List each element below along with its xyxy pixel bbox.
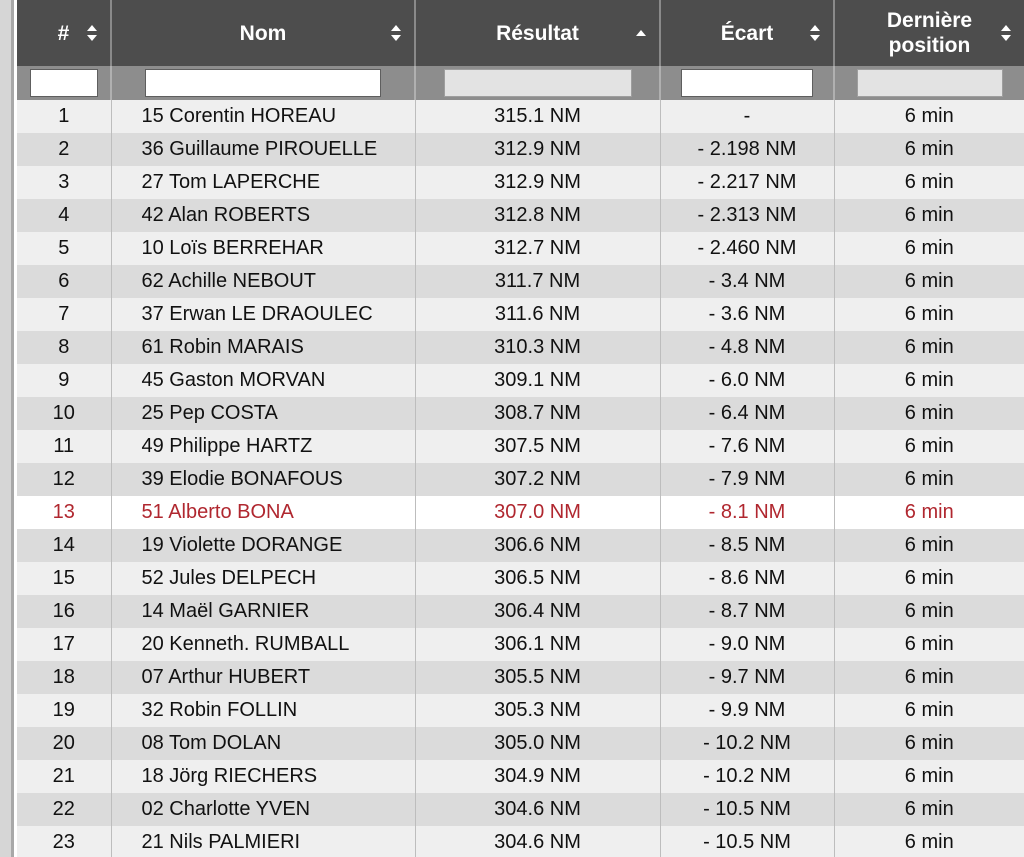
gap-cell: - 10.2 NM bbox=[660, 727, 834, 760]
result-cell: 305.3 NM bbox=[415, 694, 660, 727]
rank-cell: 5 bbox=[17, 232, 111, 265]
rank-cell: 17 bbox=[17, 628, 111, 661]
table-row[interactable] bbox=[17, 364, 1024, 397]
name-cell: 51 Alberto BONA bbox=[111, 496, 415, 529]
filter-row bbox=[17, 66, 1024, 100]
column-header-label: # bbox=[57, 21, 70, 45]
result-cell: 312.7 NM bbox=[415, 232, 660, 265]
rank-cell: 16 bbox=[17, 595, 111, 628]
table-row[interactable] bbox=[17, 661, 1024, 694]
name-cell: 18 Jörg RIECHERS bbox=[111, 760, 415, 793]
column-header-derniere-position[interactable] bbox=[834, 0, 1024, 66]
gap-cell: - 8.1 NM bbox=[660, 496, 834, 529]
last-position-cell: 6 min bbox=[834, 199, 1024, 232]
name-cell: 08 Tom DOLAN bbox=[111, 727, 415, 760]
rank-cell: 15 bbox=[17, 562, 111, 595]
last-position-cell: 6 min bbox=[834, 661, 1024, 694]
gap-cell: - 4.8 NM bbox=[660, 331, 834, 364]
table-row[interactable] bbox=[17, 298, 1024, 331]
table-header-row bbox=[17, 0, 1024, 66]
rank-cell: 21 bbox=[17, 760, 111, 793]
last-position-cell: 6 min bbox=[834, 727, 1024, 760]
name-cell: 02 Charlotte YVEN bbox=[111, 793, 415, 826]
gap-cell: - 6.4 NM bbox=[660, 397, 834, 430]
sort-ascending-icon[interactable] bbox=[635, 24, 647, 42]
gap-cell: - 3.4 NM bbox=[660, 265, 834, 298]
last-position-cell: 6 min bbox=[834, 430, 1024, 463]
table-row[interactable] bbox=[17, 166, 1024, 199]
result-cell: 308.7 NM bbox=[415, 397, 660, 430]
rank-cell: 2 bbox=[17, 133, 111, 166]
name-cell: 37 Erwan LE DRAOULEC bbox=[111, 298, 415, 331]
result-cell: 305.5 NM bbox=[415, 661, 660, 694]
gap-cell: - 9.7 NM bbox=[660, 661, 834, 694]
rank-cell: 8 bbox=[17, 331, 111, 364]
result-cell: 306.5 NM bbox=[415, 562, 660, 595]
rank-cell: 3 bbox=[17, 166, 111, 199]
table-row[interactable] bbox=[17, 463, 1024, 496]
gap-cell: - 10.5 NM bbox=[660, 826, 834, 857]
name-cell: 10 Loïs BERREHAR bbox=[111, 232, 415, 265]
last-position-cell: 6 min bbox=[834, 694, 1024, 727]
gap-cell: - 2.217 NM bbox=[660, 166, 834, 199]
ranking-table bbox=[17, 0, 1024, 857]
name-cell: 49 Philippe HARTZ bbox=[111, 430, 415, 463]
gap-cell: - bbox=[660, 100, 834, 133]
filter-cell bbox=[660, 66, 834, 100]
result-cell: 307.2 NM bbox=[415, 463, 660, 496]
table-row[interactable] bbox=[17, 595, 1024, 628]
rank-cell: 20 bbox=[17, 727, 111, 760]
table-row[interactable] bbox=[17, 727, 1024, 760]
gap-filter-input[interactable] bbox=[681, 69, 813, 97]
table-row[interactable] bbox=[17, 397, 1024, 430]
column-header-resultat[interactable] bbox=[415, 0, 660, 66]
name-cell: 32 Robin FOLLIN bbox=[111, 694, 415, 727]
result-cell: 309.1 NM bbox=[415, 364, 660, 397]
result-cell: 310.3 NM bbox=[415, 331, 660, 364]
rank-cell: 23 bbox=[17, 826, 111, 857]
column-header-label: Dernière position bbox=[886, 9, 973, 57]
left-scroll-strip bbox=[0, 0, 14, 857]
last-position-cell: 6 min bbox=[834, 628, 1024, 661]
gap-cell: - 7.6 NM bbox=[660, 430, 834, 463]
name-cell: 61 Robin MARAIS bbox=[111, 331, 415, 364]
result-cell: 312.8 NM bbox=[415, 199, 660, 232]
last-position-cell: 6 min bbox=[834, 232, 1024, 265]
sort-both-icon[interactable] bbox=[809, 24, 821, 42]
result-cell: 306.1 NM bbox=[415, 628, 660, 661]
last-position-cell: 6 min bbox=[834, 166, 1024, 199]
result-cell: 306.4 NM bbox=[415, 595, 660, 628]
gap-cell: - 2.313 NM bbox=[660, 199, 834, 232]
table-row[interactable] bbox=[17, 331, 1024, 364]
sort-both-icon[interactable] bbox=[1000, 24, 1012, 42]
gap-cell: - 10.2 NM bbox=[660, 760, 834, 793]
table-row[interactable] bbox=[17, 694, 1024, 727]
name-cell: 15 Corentin HOREAU bbox=[111, 100, 415, 133]
result-cell: 307.0 NM bbox=[415, 496, 660, 529]
last-position-cell: 6 min bbox=[834, 331, 1024, 364]
rank-filter-input[interactable] bbox=[30, 69, 98, 97]
name-cell: 07 Arthur HUBERT bbox=[111, 661, 415, 694]
last-position-cell: 6 min bbox=[834, 463, 1024, 496]
table-row[interactable] bbox=[17, 133, 1024, 166]
last-position-cell: 6 min bbox=[834, 496, 1024, 529]
result-cell: 312.9 NM bbox=[415, 166, 660, 199]
rank-cell: 22 bbox=[17, 793, 111, 826]
result-cell: 304.9 NM bbox=[415, 760, 660, 793]
result-cell: 305.0 NM bbox=[415, 727, 660, 760]
column-header-rank[interactable] bbox=[17, 0, 111, 66]
table-row[interactable] bbox=[17, 793, 1024, 826]
filter-cell bbox=[17, 66, 111, 100]
rank-cell: 1 bbox=[17, 100, 111, 133]
gap-cell: - 9.9 NM bbox=[660, 694, 834, 727]
last-position-cell: 6 min bbox=[834, 364, 1024, 397]
table-row[interactable] bbox=[17, 529, 1024, 562]
last-position-cell: 6 min bbox=[834, 529, 1024, 562]
rank-cell: 9 bbox=[17, 364, 111, 397]
table-row[interactable] bbox=[17, 232, 1024, 265]
gap-cell: - 3.6 NM bbox=[660, 298, 834, 331]
gap-cell: - 2.198 NM bbox=[660, 133, 834, 166]
name-cell: 36 Guillaume PIROUELLE bbox=[111, 133, 415, 166]
last-position-cell: 6 min bbox=[834, 133, 1024, 166]
column-header-ecart[interactable] bbox=[660, 0, 834, 66]
filter-cell bbox=[111, 66, 415, 100]
gap-cell: - 2.460 NM bbox=[660, 232, 834, 265]
rank-cell: 19 bbox=[17, 694, 111, 727]
table-row[interactable] bbox=[17, 562, 1024, 595]
sort-both-icon[interactable] bbox=[390, 24, 402, 42]
result-cell: 315.1 NM bbox=[415, 100, 660, 133]
name-cell: 14 Maël GARNIER bbox=[111, 595, 415, 628]
gap-cell: - 6.0 NM bbox=[660, 364, 834, 397]
last-position-cell: 6 min bbox=[834, 760, 1024, 793]
last-position-cell: 6 min bbox=[834, 298, 1024, 331]
ranking-table-container bbox=[17, 0, 1024, 857]
result-cell: 311.7 NM bbox=[415, 265, 660, 298]
table-row[interactable] bbox=[17, 430, 1024, 463]
rank-cell: 11 bbox=[17, 430, 111, 463]
table-row[interactable] bbox=[17, 100, 1024, 133]
column-header-label: Écart bbox=[720, 21, 774, 45]
last-position-cell: 6 min bbox=[834, 793, 1024, 826]
filter-cell bbox=[415, 66, 660, 100]
name-filter-input[interactable] bbox=[145, 69, 381, 97]
table-row-highlighted[interactable] bbox=[17, 496, 1024, 529]
gap-cell: - 8.7 NM bbox=[660, 595, 834, 628]
last-position-cell: 6 min bbox=[834, 397, 1024, 430]
rank-cell: 4 bbox=[17, 199, 111, 232]
rank-cell: 12 bbox=[17, 463, 111, 496]
column-header-nom[interactable] bbox=[111, 0, 415, 66]
gap-cell: - 10.5 NM bbox=[660, 793, 834, 826]
name-cell: 39 Elodie BONAFOUS bbox=[111, 463, 415, 496]
table-row[interactable] bbox=[17, 628, 1024, 661]
last-position-cell: 6 min bbox=[834, 826, 1024, 857]
last-position-cell: 6 min bbox=[834, 265, 1024, 298]
rank-cell: 14 bbox=[17, 529, 111, 562]
name-cell: 19 Violette DORANGE bbox=[111, 529, 415, 562]
table-body bbox=[17, 100, 1024, 857]
name-cell: 62 Achille NEBOUT bbox=[111, 265, 415, 298]
result-cell: 304.6 NM bbox=[415, 826, 660, 857]
rank-cell: 18 bbox=[17, 661, 111, 694]
name-cell: 20 Kenneth. RUMBALL bbox=[111, 628, 415, 661]
name-cell: 42 Alan ROBERTS bbox=[111, 199, 415, 232]
name-cell: 45 Gaston MORVAN bbox=[111, 364, 415, 397]
table-row[interactable] bbox=[17, 760, 1024, 793]
last-position-cell: 6 min bbox=[834, 562, 1024, 595]
sort-both-icon[interactable] bbox=[86, 24, 98, 42]
name-cell: 25 Pep COSTA bbox=[111, 397, 415, 430]
name-cell: 52 Jules DELPECH bbox=[111, 562, 415, 595]
gap-cell: - 9.0 NM bbox=[660, 628, 834, 661]
column-header-label: Nom bbox=[239, 21, 287, 45]
gap-cell: - 8.6 NM bbox=[660, 562, 834, 595]
result-cell: 312.9 NM bbox=[415, 133, 660, 166]
last-position-cell: 6 min bbox=[834, 595, 1024, 628]
gap-cell: - 8.5 NM bbox=[660, 529, 834, 562]
last-position-cell: 6 min bbox=[834, 100, 1024, 133]
result-cell: 307.5 NM bbox=[415, 430, 660, 463]
result-cell: 311.6 NM bbox=[415, 298, 660, 331]
column-header-label: Résultat bbox=[496, 21, 579, 45]
gap-cell: - 7.9 NM bbox=[660, 463, 834, 496]
result-cell: 304.6 NM bbox=[415, 793, 660, 826]
table-row[interactable] bbox=[17, 826, 1024, 857]
name-cell: 21 Nils PALMIERI bbox=[111, 826, 415, 857]
rank-cell: 6 bbox=[17, 265, 111, 298]
table-row[interactable] bbox=[17, 265, 1024, 298]
result-filter-input[interactable] bbox=[444, 69, 632, 97]
rank-cell: 10 bbox=[17, 397, 111, 430]
rank-cell: 7 bbox=[17, 298, 111, 331]
table-row[interactable] bbox=[17, 199, 1024, 232]
result-cell: 306.6 NM bbox=[415, 529, 660, 562]
last-position-filter-input[interactable] bbox=[857, 69, 1003, 97]
name-cell: 27 Tom LAPERCHE bbox=[111, 166, 415, 199]
rank-cell: 13 bbox=[17, 496, 111, 529]
filter-cell bbox=[834, 66, 1024, 100]
